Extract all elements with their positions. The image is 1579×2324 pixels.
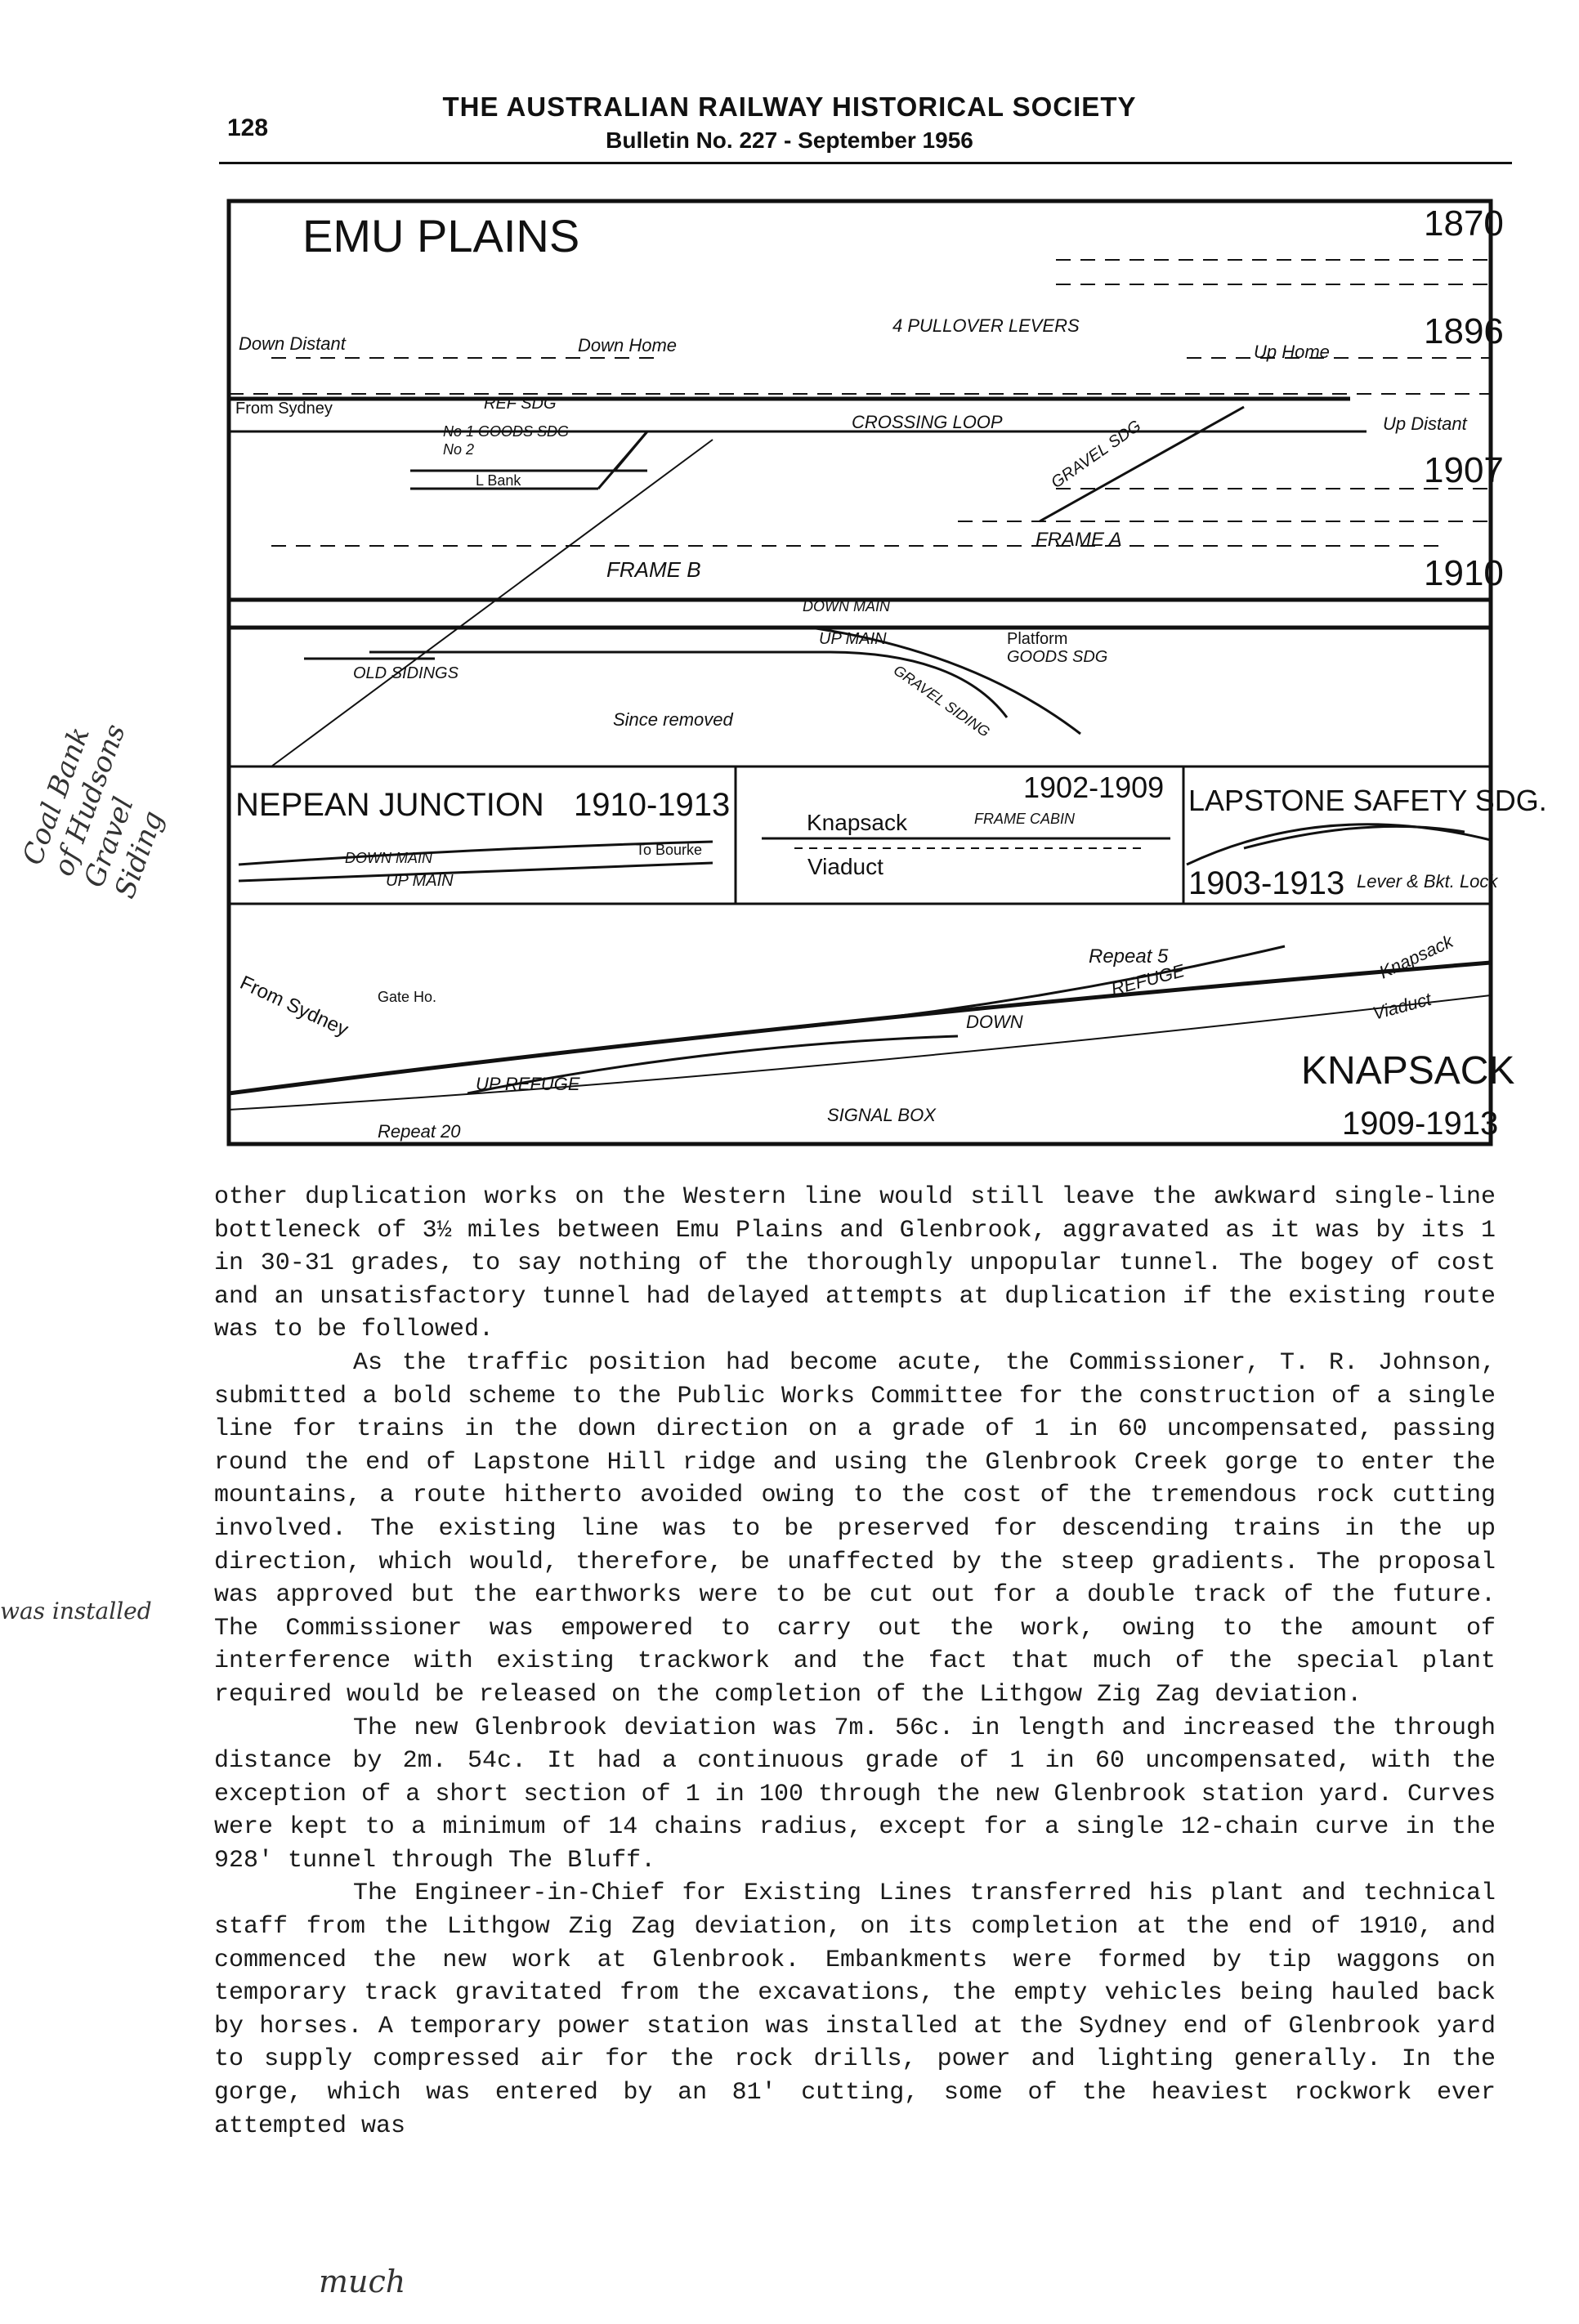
paragraph: As the traffic position had become acute, the Commissioner, T. R. Johnson, submitted a bold scheme to the Public Works Committee for the construction of a single line for trains in the down direction on a grade of 1 in 60 uncompensated, passing round the end of Lapstone Hill ridge and using the Glenbrook Creek gorge to enter the mountains, a route hitherto avoided owing to the cost of the tremendous rock cutting involved. The existing line was to be preserved for descending trains in the up direction, which would, therefore, be unaffected by the steep gradients. The proposal was approved but the earthworks were to be cut out for a double track of the future. The Commissioner was empowered to carry out the work, owing to the amount of interference with existing trackwork and the fact that much of the special plant required would be released on the completion of the Lithgow Zig Zag deviation. (214, 1348, 1496, 1709)
since-removed-label: Since removed (613, 709, 733, 730)
year-1910: 1910 (1424, 553, 1504, 593)
article-body (214, 1181, 1496, 2143)
crossing-loop-label: CROSSING LOOP (852, 412, 1003, 432)
knapsack-from-sydney: From Sydney (236, 971, 352, 1041)
paragraph: other duplication works on the Western line would still leave the awkward single-line bottleneck of 3½ miles between Emu Plains and Glenbrook, aggravated as it was by its 1 in 30-31 grades, to say nothing of the thoroughly unpopular tunnel. The bogey of cost and an unsatisfactory tunnel had delayed attempts at duplication if the existing route was to be followed. (214, 1183, 1496, 1344)
signal-box-label: SIGNAL BOX (827, 1105, 936, 1125)
viaduct-small-label: Viaduct (807, 854, 883, 879)
track-diagram (222, 194, 1547, 1151)
lever-lock-label: Lever & Bkt. Lock (1357, 871, 1498, 892)
knapsack-years: 1909-1913 (1342, 1106, 1499, 1142)
up-refuge-label: UP REFUGE (476, 1074, 580, 1094)
goods-sdg-label: No 1 GOODS SDG (443, 423, 570, 440)
ref-sdg-label: REF SDG (484, 395, 557, 413)
goods-sdg2-label: GOODS SDG (1007, 648, 1108, 666)
knapsack-title: KNAPSACK (1301, 1049, 1515, 1093)
nepean-up-main: UP MAIN (386, 872, 454, 890)
bulletin-line: Bulletin No. 227 - September 1956 (606, 127, 973, 153)
platform-label: Platform (1007, 630, 1068, 648)
frame-cabin-label: FRAME CABIN (974, 811, 1076, 827)
diagram-title: EMU PLAINS (302, 210, 580, 261)
repeat5-label: Repeat 5 (1089, 945, 1169, 968)
down-label: DOWN (966, 1012, 1023, 1032)
nepean-labels (235, 787, 730, 890)
refuge-label: REFUGE (1108, 959, 1187, 999)
nepean-down-main: DOWN MAIN (345, 850, 432, 866)
margin-note-mid: was installed (0, 1598, 152, 1625)
frame-a-label: FRAME A (1036, 529, 1122, 551)
knapsack-label: Knapsack (1375, 931, 1456, 983)
from-sydney-label: From Sydney (235, 400, 333, 418)
year-1870: 1870 (1424, 203, 1504, 244)
knapsack-labels (236, 931, 1514, 1142)
lapstone-years: 1903-1913 (1188, 865, 1345, 901)
down-distant-label: Down Distant (239, 333, 346, 354)
gravel-siding-label: GRAVEL SIDING (890, 661, 993, 740)
paragraph: The Engineer-in-Chief for Existing Lines transferred his plant and technical staff from the Lithgow Zig Zag deviation, on its completion at the end of 1910, and commenced the new work at Glenbrook. Embankments were formed by tip waggons on temporary track gravitated from the excavations, the empty vehicles being hauled back by horses. A temporary power station was installed at the Sydney end of Glenbrook yard to supply compressed air for the rock drills, power and lighting generally. In the gorge, which was entered by an 81' cutting, some of the heaviest rockwork ever attempted was (214, 1879, 1496, 2140)
l-bank-label: L Bank (476, 472, 521, 489)
lapstone-title: LAPSTONE SAFETY SDG. (1188, 784, 1547, 817)
knapsack-small-label: Knapsack (807, 810, 907, 835)
header-rule (219, 162, 1512, 164)
old-sidings-label: OLD SIDINGS (353, 664, 458, 682)
gravel-sdg-label: GRAVEL SDG (1048, 417, 1145, 493)
frame-b-label: FRAME B (606, 557, 701, 582)
year-1896: 1896 (1424, 311, 1504, 351)
nepean-years: 1910-1913 (574, 787, 731, 823)
nepean-title: NEPEAN JUNCTION (235, 787, 544, 823)
up-main-label: UP MAIN (819, 630, 887, 648)
bottom-note: much (319, 2264, 406, 2299)
year-1907: 1907 (1424, 450, 1504, 490)
up-home-label: Up Home (1254, 342, 1330, 362)
knapsack-small-years: 1902-1909 (1023, 771, 1165, 804)
gate-ho-label: Gate Ho. (378, 989, 437, 1005)
margin-note-left: Coal Bank of Hudsons Gravel Siding (16, 719, 171, 903)
to-bourke-label: To Bourke (636, 842, 703, 858)
knapsack-small-labels (807, 771, 1164, 879)
no2-label: No 2 (443, 441, 475, 458)
down-main-label: DOWN MAIN (803, 598, 890, 615)
page-number: 128 (227, 114, 269, 141)
up-distant-label: Up Distant (1383, 413, 1467, 434)
pullover-label: 4 PULLOVER LEVERS (892, 315, 1080, 336)
down-home-label: Down Home (578, 335, 678, 355)
repeat20-label: Repeat 20 (378, 1121, 461, 1142)
society-title: THE AUSTRALIAN RAILWAY HISTORICAL SOCIETY (442, 92, 1137, 122)
viaduct-label: Viaduct (1370, 988, 1434, 1024)
paragraph: The new Glenbrook deviation was 7m. 56c. in length and increased the through distance by 2m. 54c. It had a continuous grade of 1 in 60 uncompensated, with the exception of a short section of 1 in 100 through the new Glenbrook station yard. Curves were kept to a minimum of 14 chains radius, except for a single 12-chain curve in the 928' tunnel through The Bluff. (214, 1714, 1496, 1875)
